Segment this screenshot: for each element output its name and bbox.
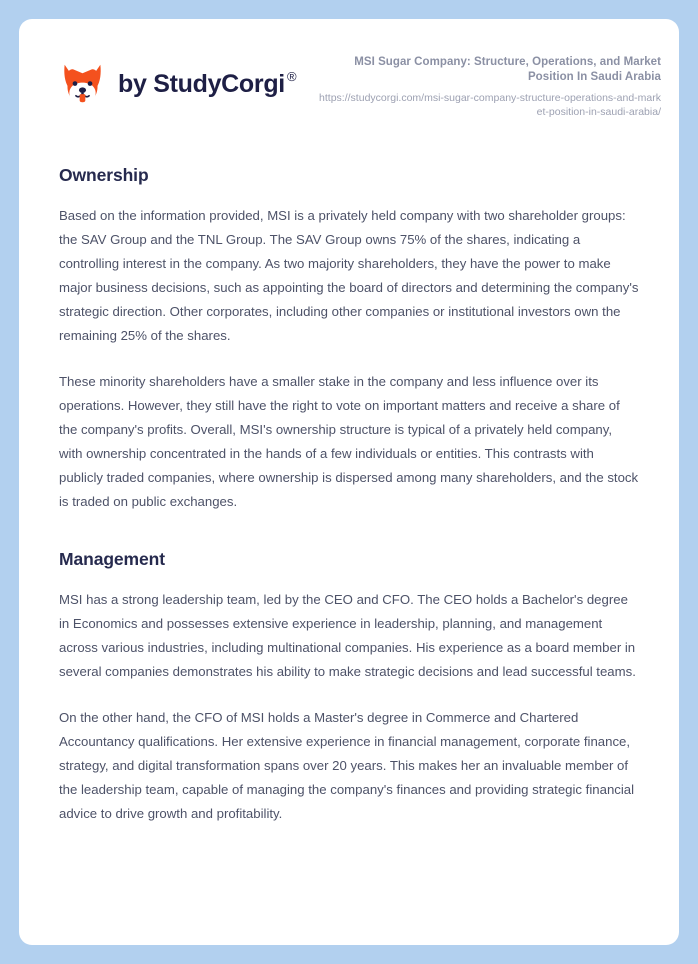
document-source-url[interactable]: https://studycorgi.com/msi-sugar-company-structure-operations-and-market-position-in-saudi-arabia/: [319, 92, 661, 118]
section-heading-ownership: Ownership: [59, 165, 149, 185]
registered-trademark-icon: ®: [286, 68, 297, 84]
paragraph: On the other hand, the CFO of MSI holds a Master's degree in Commerce and Chartered Accountancy qualifications. Her extensive experience in financial management, corporate finance, strategy, and digital transformation spans over 20 years. This makes her an invaluable member of the leadership team, capable of managing the company's finances and providing strategic financial advice to drive growth and profitability.: [59, 710, 635, 821]
section-heading-management: Management: [59, 549, 165, 569]
paragraph: MSI has a strong leadership team, led by the CEO and CFO. The CEO holds a Bachelor's degree in Economics and possesses extensive experience in leadership, planning, and management across various industries, including multinational companies. His experience as a board member in several companies demonstrates his ability to make strategic decisions and lead successful teams.: [59, 592, 636, 679]
brand-name: by StudyCorgi: [118, 70, 285, 98]
corgi-logo-icon: [59, 61, 106, 108]
brand-name-wrap: [118, 70, 296, 99]
document-meta: [316, 53, 661, 119]
brand-lockup[interactable]: [59, 53, 296, 108]
document-title: MSI Sugar Company: Structure, Operations, and Market Position In Saudi Arabia: [354, 56, 661, 83]
document-header: [19, 19, 679, 119]
paragraph: These minority shareholders have a smaller stake in the company and less influence over its operations. However, they still have the right to vote on important matters and receive a share of the company's profits. Overall, MSI's ownership structure is typical of a privately held company, with ownership concentrated in the hands of a few individuals or entities. This contrasts with publicly traded companies, where ownership is dispersed among many shareholders, and the stock is traded on public exchanges.: [59, 374, 639, 509]
document-body: [19, 165, 679, 826]
document-paper: [19, 19, 679, 945]
paragraph: Based on the information provided, MSI is a privately held company with two shareholder groups: the SAV Group and the TNL Group. The SAV Group owns 75% of the shares, indicating a controlling interest in the company. As two majority shareholders, they have the power to make major business decisions, such as appointing the board of directors and determining the company's strategic direction. Other corporates, including other companies or institutional investors own the remaining 25% of the shares.: [59, 208, 639, 343]
